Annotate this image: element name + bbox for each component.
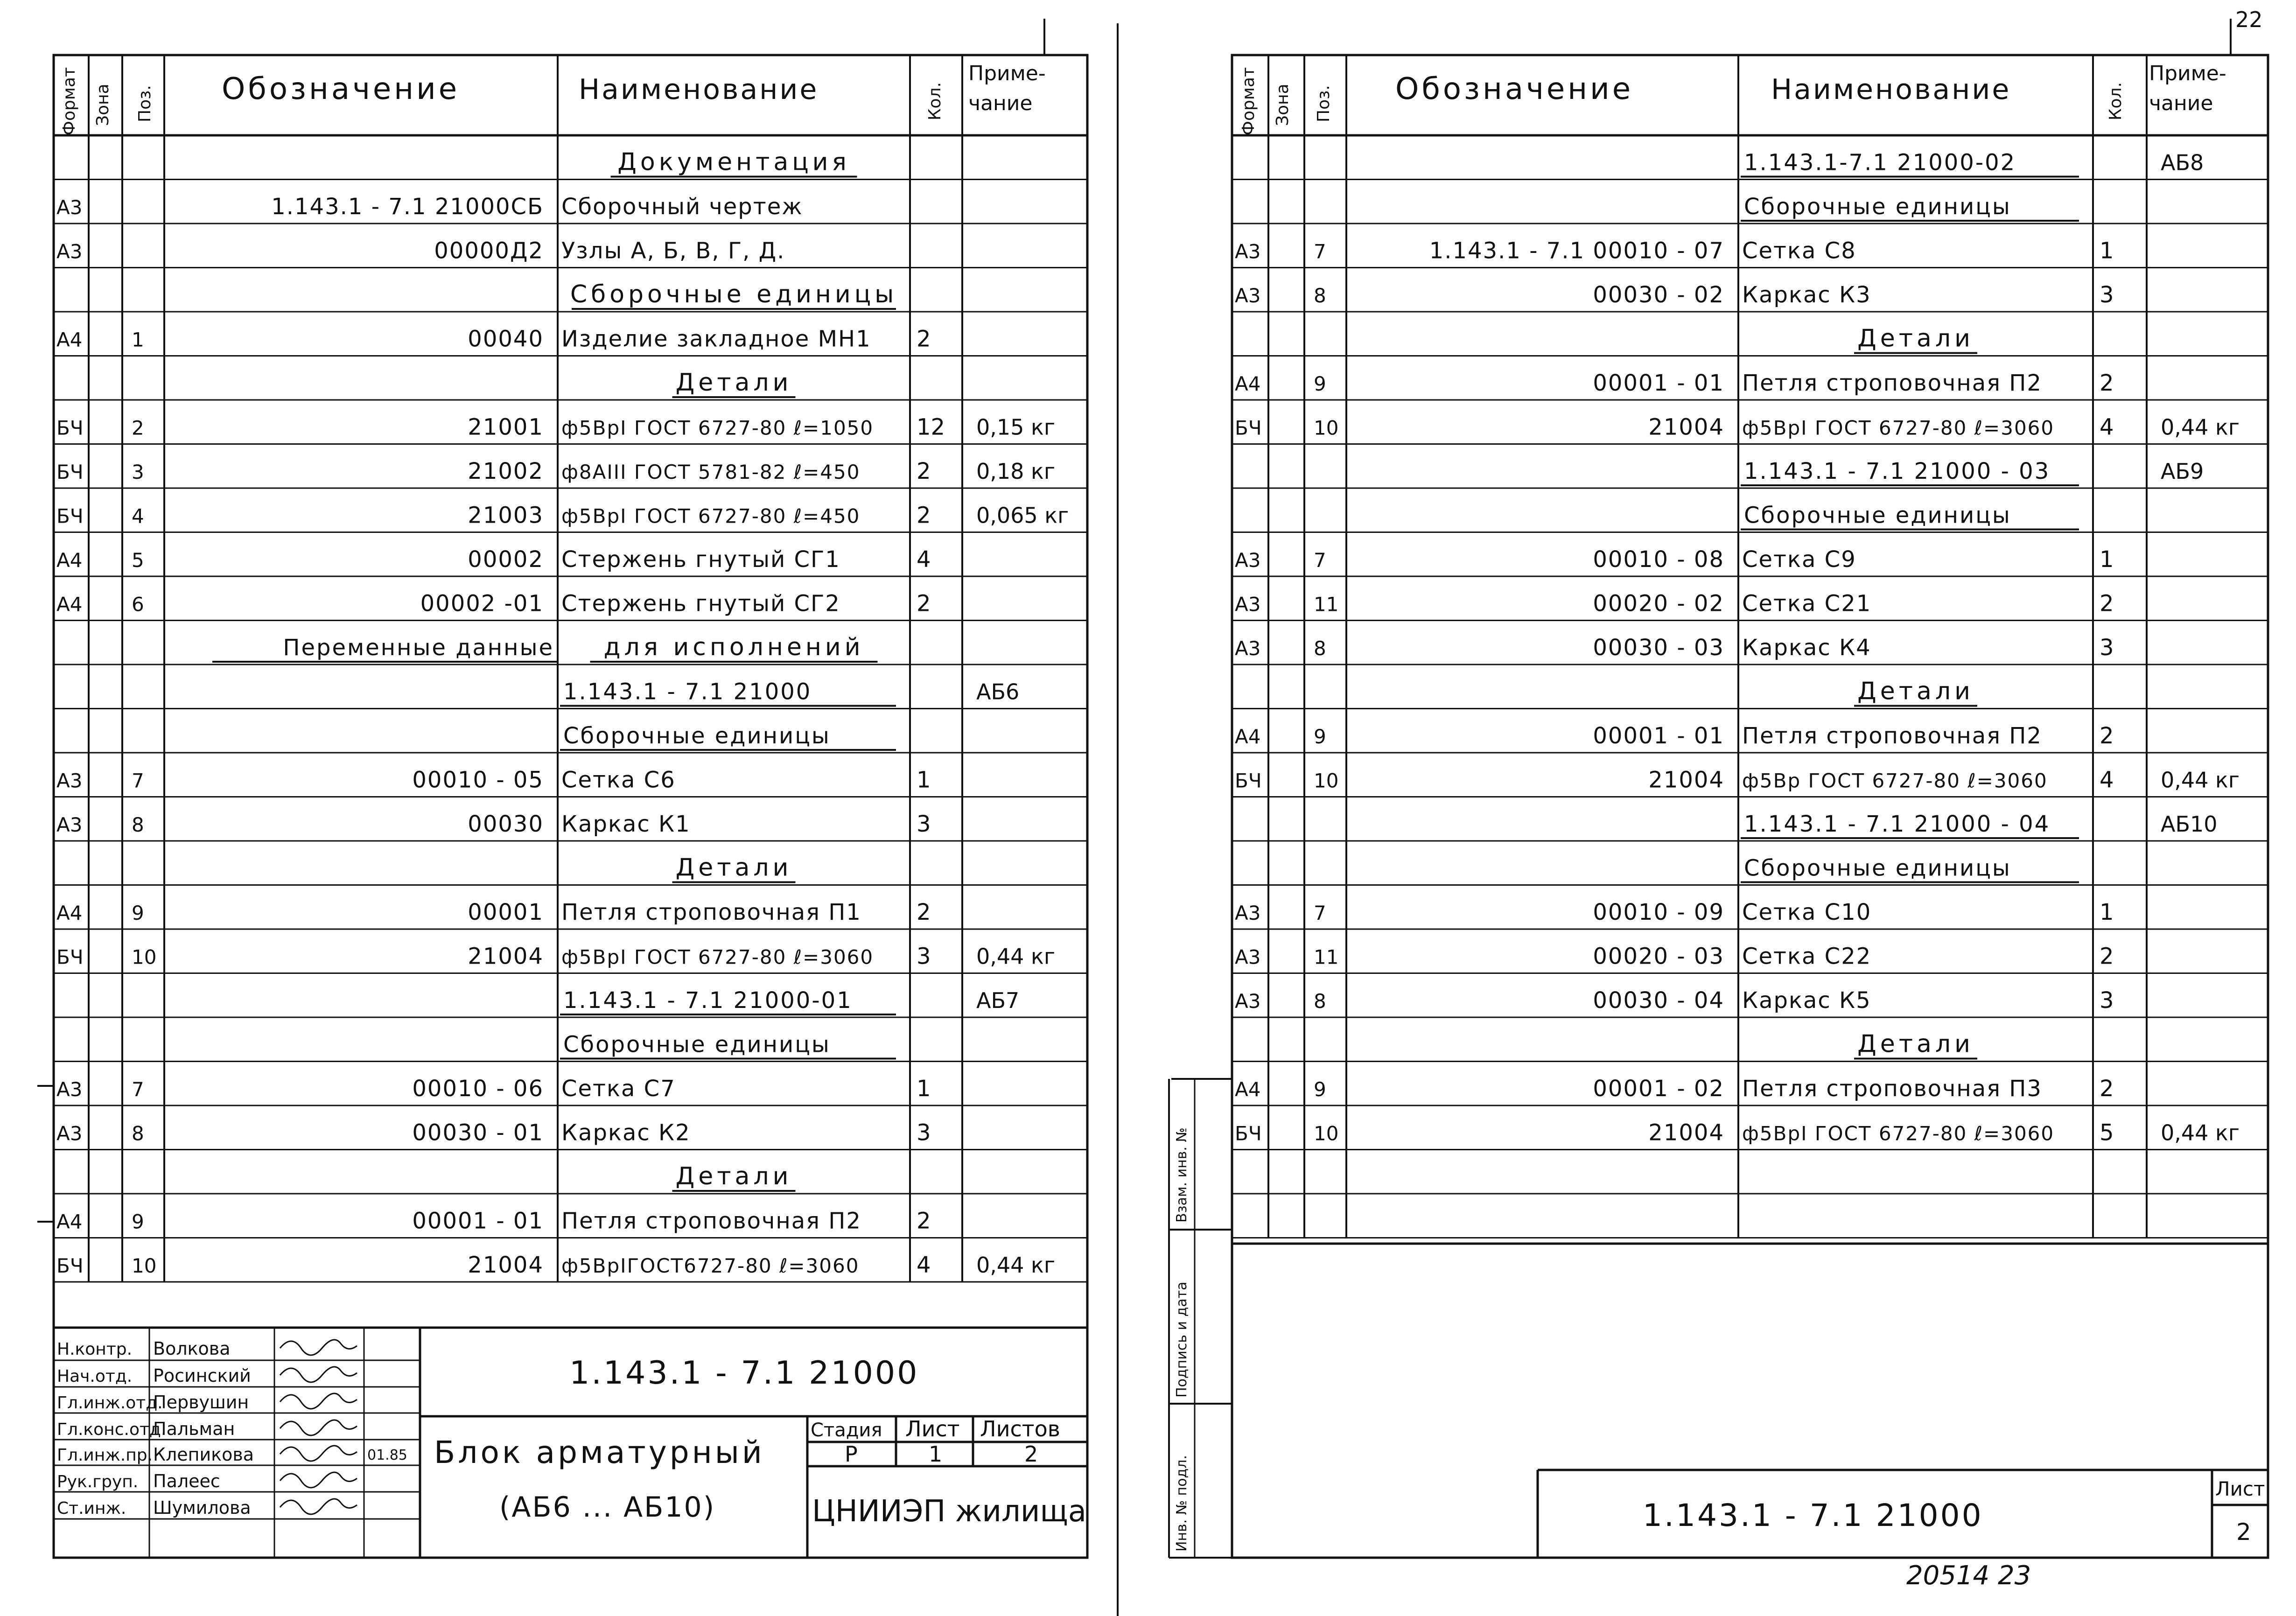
cell-designation: 21004: [468, 1252, 544, 1278]
cell-qty: 1: [2100, 546, 2114, 573]
signature: [280, 1499, 357, 1514]
cell-name: Каркас К1: [561, 811, 691, 837]
table-row: [1235, 899, 2114, 925]
organization: ЦНИИЭП жилища: [812, 1494, 1086, 1529]
cell-name: Стержень гнутый СГ1: [561, 546, 840, 573]
cell-pos: 8: [1314, 284, 1326, 307]
header-zone: Зона: [93, 84, 112, 126]
cell-note: АБ7: [976, 988, 1020, 1013]
cell-pos: 4: [132, 504, 144, 528]
cell-name: 1.143.1 - 7.1 21000: [563, 679, 812, 705]
cell-note: 0,44 кг: [976, 944, 1055, 969]
cell-fmt: А3: [56, 1122, 83, 1145]
cell-pos: 8: [132, 1122, 144, 1145]
cell-designation: 00010 - 05: [412, 767, 544, 793]
cell-qty: 1: [917, 1076, 931, 1102]
table-row: [560, 987, 1019, 1014]
cell-qty: 2: [2100, 723, 2114, 749]
cell-fmt: БЧ: [56, 461, 84, 483]
document-code: 1.143.1 - 7.1 21000: [569, 1355, 919, 1392]
title-line-1: Блок арматурный: [434, 1434, 765, 1470]
table-row: [560, 723, 896, 750]
signature: [280, 1420, 357, 1435]
table-row: [1741, 503, 2079, 530]
table-row: [1235, 944, 2114, 970]
cell-designation: 1.143.1 - 7.1 21000СБ: [271, 194, 544, 220]
table-row: [672, 1162, 796, 1191]
header-name-right: Наименование: [1771, 73, 2011, 106]
cell-name: Петля строповочная П1: [561, 899, 861, 925]
header-note-1: Приме-: [968, 62, 1046, 85]
sheets-value: 2: [1024, 1441, 1038, 1467]
table-row: [1235, 987, 2114, 1014]
right-title-block: [1232, 1244, 2268, 1558]
header-name: Наименование: [579, 73, 819, 106]
cell-fmt: А3: [56, 240, 83, 263]
cell-fmt: А4: [56, 328, 83, 351]
header-note-1-right: Приме-: [2149, 62, 2226, 85]
signatory-role: Гл.конс.отд.: [57, 1420, 167, 1439]
title-line-2: (АБ6 ... АБ10): [499, 1491, 716, 1524]
table-row: [56, 414, 1055, 441]
cell-qty: 2: [2100, 590, 2114, 617]
table-row: [56, 1120, 931, 1146]
cell-pos: 5: [132, 549, 144, 572]
cell-qty: 3: [2100, 987, 2114, 1014]
cell-pos: 7: [1314, 549, 1326, 572]
cell-note: 0,44 кг: [2161, 414, 2240, 440]
cell-qty: 5: [2100, 1119, 2114, 1146]
table-row: [56, 546, 931, 573]
cell-name: Сборочные единицы: [1744, 502, 2011, 529]
cell-qty: 2: [917, 1208, 931, 1234]
cell-pos: 1: [132, 328, 144, 351]
table-row: [570, 280, 897, 309]
cell-fmt: А3: [1235, 902, 1261, 924]
cell-designation: 1.143.1 - 7.1 00010 - 07: [1429, 238, 1724, 264]
cell-name: ф5Вр ГОСТ 6727-80 ℓ=3060: [1742, 769, 2048, 792]
cell-pos: 10: [1314, 1122, 1339, 1145]
side-labels: [1174, 1127, 1190, 1552]
cell-name: Каркас К2: [561, 1119, 691, 1146]
cell-fmt: А3: [1235, 284, 1261, 307]
sheet-label: Лист: [905, 1416, 960, 1441]
table-row: [560, 1032, 896, 1059]
signatory-name: Палеес: [153, 1471, 220, 1491]
cell-designation: 00030 - 03: [1593, 635, 1724, 661]
table-row: [56, 1252, 1055, 1278]
cell-name: ф5ВрI ГОСТ 6727-80 ℓ=3060: [1742, 416, 2055, 440]
cell-designation: 00010 - 09: [1593, 899, 1724, 925]
cell-name: Сетка С6: [561, 767, 676, 793]
cell-note: АБ9: [2161, 459, 2204, 484]
table-row: [56, 767, 931, 793]
cell-name: Сборочные единицы: [563, 1031, 831, 1058]
cell-pos: 10: [132, 1254, 157, 1277]
cell-designation: 21004: [468, 943, 544, 970]
table-row: [672, 854, 796, 882]
cell-name: Каркас К4: [1742, 635, 1871, 661]
signature: [280, 1472, 357, 1488]
cell-fmt: А3: [56, 813, 83, 836]
table-row: [56, 238, 785, 264]
table-row: [1854, 678, 1977, 706]
cell-name: ф5ВрI ГОСТ 6727-80 ℓ=1050: [561, 416, 874, 440]
cell-qty: 2: [917, 458, 931, 484]
cell-note: 0,44 кг: [2161, 1120, 2240, 1146]
cell-name: ф5ВрI ГОСТ 6727-80 ℓ=450: [561, 504, 861, 528]
cell-name: Петля строповочная П2: [1742, 370, 2042, 396]
table-row: [1235, 414, 2240, 441]
cell-designation: 00030 - 04: [1593, 987, 1724, 1014]
cell-fmt: БЧ: [56, 1254, 84, 1277]
stage-label: Стадия: [811, 1420, 882, 1441]
header-format-right: Формат: [1239, 67, 1258, 135]
cell-name: Детали: [675, 369, 792, 397]
cell-note: 0,18 кг: [976, 459, 1055, 484]
left-table-rows: [56, 148, 1069, 1279]
cell-name: Сетка С7: [561, 1076, 676, 1102]
cell-designation: 21002: [468, 458, 544, 484]
side-label-replace-inv: Взам. инв. №: [1174, 1127, 1190, 1223]
cell-fmt: А3: [1235, 549, 1261, 572]
cell-fmt: А3: [1235, 945, 1261, 969]
cell-name: Сетка С10: [1742, 899, 1872, 925]
signatory-name: Шумилова: [153, 1497, 251, 1518]
cell-name: ф5ВрI ГОСТ 6727-80 ℓ=3060: [561, 945, 874, 969]
sheets-label: Листов: [980, 1416, 1060, 1441]
cell-fmt: А4: [1235, 1078, 1261, 1101]
cell-pos: 9: [132, 1210, 144, 1233]
cell-qty: 3: [917, 1119, 931, 1146]
cell-pos: 11: [1314, 593, 1339, 616]
cell-qty: 2: [2100, 1076, 2114, 1102]
cell-designation: 21001: [468, 414, 544, 441]
signatory-name: Первушин: [153, 1392, 249, 1413]
sheet-value: 1: [929, 1441, 943, 1467]
cell-name: ф5ВрIГОСТ6727-80 ℓ=3060: [561, 1254, 860, 1277]
cell-qty: 3: [917, 811, 931, 837]
table-row: [611, 148, 857, 177]
cell-fmt: А4: [56, 902, 83, 924]
cell-designation: Переменные данные: [283, 635, 554, 661]
cell-name: Документация: [617, 148, 850, 176]
stage-value: Р: [845, 1441, 858, 1467]
cell-designation: 00001 - 01: [1593, 723, 1724, 749]
cell-pos: 6: [132, 593, 144, 616]
cell-pos: 10: [1314, 769, 1339, 792]
cell-pos: 7: [132, 769, 144, 792]
cell-qty: 1: [2100, 238, 2114, 264]
cell-fmt: А4: [1235, 725, 1261, 748]
cell-name: Сетка С8: [1742, 238, 1856, 264]
signatory-name: Пальман: [153, 1419, 235, 1439]
cell-fmt: А3: [1235, 637, 1261, 660]
cell-name: Петля строповочная П3: [1742, 1076, 2042, 1102]
cell-designation: 00001 - 01: [412, 1208, 544, 1234]
cell-name: Сборочные единицы: [1744, 194, 2011, 220]
cell-designation: 21004: [1648, 767, 1724, 793]
cell-name: Детали: [1857, 1030, 1974, 1058]
cell-note: АБ8: [2161, 150, 2204, 175]
cell-note: 0,065 кг: [976, 503, 1069, 528]
table-row: [1235, 282, 2114, 308]
cell-fmt: БЧ: [56, 504, 84, 528]
cell-pos: 10: [132, 945, 157, 969]
cell-pos: 9: [132, 902, 144, 924]
side-label-signature: Подпись и дата: [1174, 1281, 1190, 1398]
cell-fmt: БЧ: [56, 945, 84, 969]
cell-fmt: БЧ: [1235, 416, 1262, 440]
signatory-role: Гл.инж.отд.: [57, 1393, 163, 1413]
right-table-header: [1239, 62, 2226, 135]
cell-name: 1.143.1 - 7.1 21000 - 03: [1744, 458, 2051, 484]
header-designation: Обозначение: [222, 72, 460, 106]
cell-qty: 2: [2100, 943, 2114, 970]
table-row: [1741, 194, 2079, 221]
cell-designation: 00030: [468, 811, 544, 837]
header-pos: Поз.: [135, 85, 154, 122]
table-row: [56, 326, 931, 352]
cell-name: Сборочные единицы: [563, 723, 831, 749]
header-format: Формат: [60, 67, 79, 135]
cell-note: 0,44 кг: [2161, 767, 2240, 793]
table-row: [1235, 1076, 2114, 1102]
cell-qty: 3: [917, 943, 931, 970]
signatory-name: Волкова: [153, 1338, 231, 1359]
table-row: [1235, 591, 2114, 617]
signatory-name: Росинский: [153, 1365, 251, 1386]
table-row: [1235, 546, 2114, 573]
cell-designation: 00000Д2: [434, 238, 544, 264]
side-label-inv-orig: Инв. № подл.: [1174, 1455, 1190, 1552]
cell-pos: 9: [1314, 725, 1326, 748]
cell-name: Сетка С22: [1742, 943, 1872, 970]
cell-designation: 00030 - 01: [412, 1119, 544, 1146]
table-row: [1854, 325, 1977, 353]
cell-fmt: А3: [1235, 240, 1261, 263]
cell-designation: 00020 - 03: [1593, 943, 1724, 970]
table-row: [56, 811, 931, 837]
cell-fmt: А3: [1235, 593, 1261, 616]
table-row: [212, 633, 878, 662]
cell-qty: 4: [2100, 414, 2114, 441]
cell-fmt: БЧ: [1235, 769, 1262, 792]
cell-designation: 00040: [468, 326, 544, 352]
cell-fmt: А4: [56, 593, 83, 616]
title-block-signatories: [57, 1338, 357, 1518]
table-row: [1235, 723, 2114, 749]
header-qty-right: Кол.: [2106, 82, 2125, 120]
cell-name: Сетка С9: [1742, 546, 1856, 573]
cell-pos: 11: [1314, 945, 1339, 969]
cell-designation: 00002: [468, 546, 544, 573]
cell-name: Каркас К5: [1742, 987, 1871, 1014]
cell-designation: 21003: [468, 502, 544, 529]
header-zone-right: Зона: [1273, 84, 1292, 126]
cell-qty: 1: [2100, 899, 2114, 925]
cell-fmt: А4: [56, 549, 83, 572]
right-sheet-value: 2: [2236, 1518, 2251, 1546]
signature: [280, 1367, 357, 1382]
cell-pos: 8: [132, 813, 144, 836]
cell-pos: 7: [1314, 902, 1326, 924]
signature: [280, 1446, 357, 1461]
cell-designation: 00001: [468, 899, 544, 925]
cell-designation: 00030 - 02: [1593, 282, 1724, 308]
cell-fmt: А3: [56, 769, 83, 792]
cell-name: 1.143.1-7.1 21000-02: [1744, 149, 2016, 176]
cell-name: Сборочный чертеж: [561, 194, 803, 220]
cell-fmt: А4: [1235, 372, 1261, 395]
cell-pos: 7: [132, 1078, 144, 1101]
cell-pos: 7: [1314, 240, 1326, 263]
cell-pos: 10: [1314, 416, 1339, 440]
cell-pos: 8: [1314, 637, 1326, 660]
cell-fmt: БЧ: [56, 416, 84, 440]
cell-designation: 00010 - 06: [412, 1076, 544, 1102]
header-designation-right: Обозначение: [1395, 72, 1634, 106]
header-note-2: чание: [968, 91, 1033, 115]
title-block-date: 01.85: [367, 1447, 407, 1463]
cell-pos: 3: [132, 461, 144, 483]
table-row: [1741, 150, 2204, 177]
corner-page-number: 22: [2235, 7, 2263, 32]
cell-name: Узлы А, Б, В, Г, Д.: [561, 238, 785, 264]
cell-qty: 2: [2100, 370, 2114, 396]
cell-fmt: А3: [1235, 990, 1261, 1013]
header-note-2-right: чание: [2149, 91, 2213, 115]
cell-fmt: БЧ: [1235, 1122, 1262, 1145]
cell-fmt: А4: [56, 1210, 83, 1233]
cell-qty: 4: [917, 546, 931, 573]
table-row: [1741, 855, 2079, 882]
table-row: [560, 679, 1019, 706]
cell-qty: 4: [917, 1252, 931, 1278]
cell-note: АБ6: [976, 679, 1020, 705]
cell-name: Стержень гнутый СГ2: [561, 590, 840, 617]
table-row: [1235, 238, 2114, 264]
table-row: [1741, 458, 2204, 485]
cell-name: Петля строповочная П2: [1742, 723, 2042, 749]
cell-designation: 21004: [1648, 1119, 1724, 1146]
cell-designation: 00002 -01: [420, 590, 544, 617]
left-table-header: [60, 62, 1046, 135]
table-row: [1235, 767, 2240, 793]
cell-qty: 2: [917, 590, 931, 617]
table-row: [56, 1208, 931, 1234]
cell-name: ф8АIII ГОСТ 5781-82 ℓ=450: [561, 461, 861, 483]
signatory-role: Нач.отд.: [57, 1367, 133, 1386]
signatory-role: Гл.инж.пр.: [57, 1446, 153, 1465]
cell-qty: 4: [2100, 767, 2114, 793]
cell-designation: 00010 - 08: [1593, 546, 1724, 573]
cell-name: Изделие закладное МН1: [561, 326, 871, 352]
table-row: [1235, 1120, 2240, 1146]
cell-qty: 2: [917, 502, 931, 529]
table-row: [1235, 635, 2114, 661]
cell-qty: 2: [917, 326, 931, 352]
cell-name: для исполнений: [603, 633, 864, 661]
cell-designation: 21004: [1648, 414, 1724, 441]
signatory-role: Ст.инж.: [57, 1499, 126, 1518]
table-row: [56, 899, 931, 925]
cell-name: 1.143.1 - 7.1 21000-01: [563, 987, 853, 1014]
cell-fmt: А3: [56, 1078, 83, 1101]
cell-note: 0,44 кг: [976, 1252, 1055, 1278]
table-row: [672, 369, 796, 397]
cell-note: 0,15 кг: [976, 414, 1055, 440]
cell-name: Сборочные единицы: [1744, 855, 2011, 881]
cell-pos: 9: [1314, 372, 1326, 395]
cell-name: Детали: [675, 1162, 792, 1190]
signature: [280, 1340, 357, 1355]
cell-pos: 9: [1314, 1078, 1326, 1101]
right-table-rows: [1235, 150, 2240, 1146]
cell-name: Детали: [1857, 324, 1974, 353]
signature: [280, 1393, 357, 1409]
cell-qty: 3: [2100, 282, 2114, 308]
cell-qty: 12: [917, 414, 945, 441]
cell-name: Каркас К3: [1742, 282, 1871, 308]
table-row: [56, 944, 1055, 970]
table-row: [56, 194, 803, 220]
right-sheet-label: Лист: [2215, 1477, 2265, 1500]
cell-fmt: А3: [56, 196, 83, 219]
cell-name: Сборочные единицы: [570, 280, 898, 308]
cell-designation: 00001 - 02: [1593, 1076, 1724, 1102]
title-block: [54, 1328, 1087, 1558]
cell-qty: 3: [2100, 635, 2114, 661]
cell-name: Детали: [675, 853, 792, 882]
table-row: [56, 591, 931, 617]
cell-name: Сетка С21: [1742, 590, 1872, 617]
table-row: [1235, 370, 2114, 396]
table-row: [1854, 1030, 1977, 1059]
header-qty: Кол.: [925, 82, 945, 120]
table-row: [56, 458, 1055, 484]
cell-name: ф5ВрI ГОСТ 6727-80 ℓ=3060: [1742, 1122, 2055, 1145]
cell-qty: 1: [917, 767, 931, 793]
right-document-code: 1.143.1 - 7.1 21000: [1643, 1497, 1983, 1533]
table-row: [56, 503, 1069, 529]
cell-qty: 2: [917, 899, 931, 925]
cell-name: Детали: [1857, 677, 1974, 706]
archive-stamp: 20514 23: [1906, 1560, 2031, 1591]
cell-pos: 8: [1314, 990, 1326, 1013]
header-pos-right: Поз.: [1314, 85, 1333, 122]
signatory-role: Рук.груп.: [57, 1472, 139, 1491]
cell-designation: 00020 - 02: [1593, 590, 1724, 617]
table-row: [56, 1076, 931, 1102]
cell-name: 1.143.1 - 7.1 21000 - 04: [1744, 811, 2051, 837]
signatory-role: Н.контр.: [57, 1340, 133, 1359]
signatory-name: Клепикова: [153, 1444, 254, 1465]
cell-note: АБ10: [2161, 811, 2218, 837]
cell-name: Петля строповочная П2: [561, 1208, 861, 1234]
cell-designation: 00001 - 01: [1593, 370, 1724, 396]
cell-pos: 2: [132, 416, 144, 440]
